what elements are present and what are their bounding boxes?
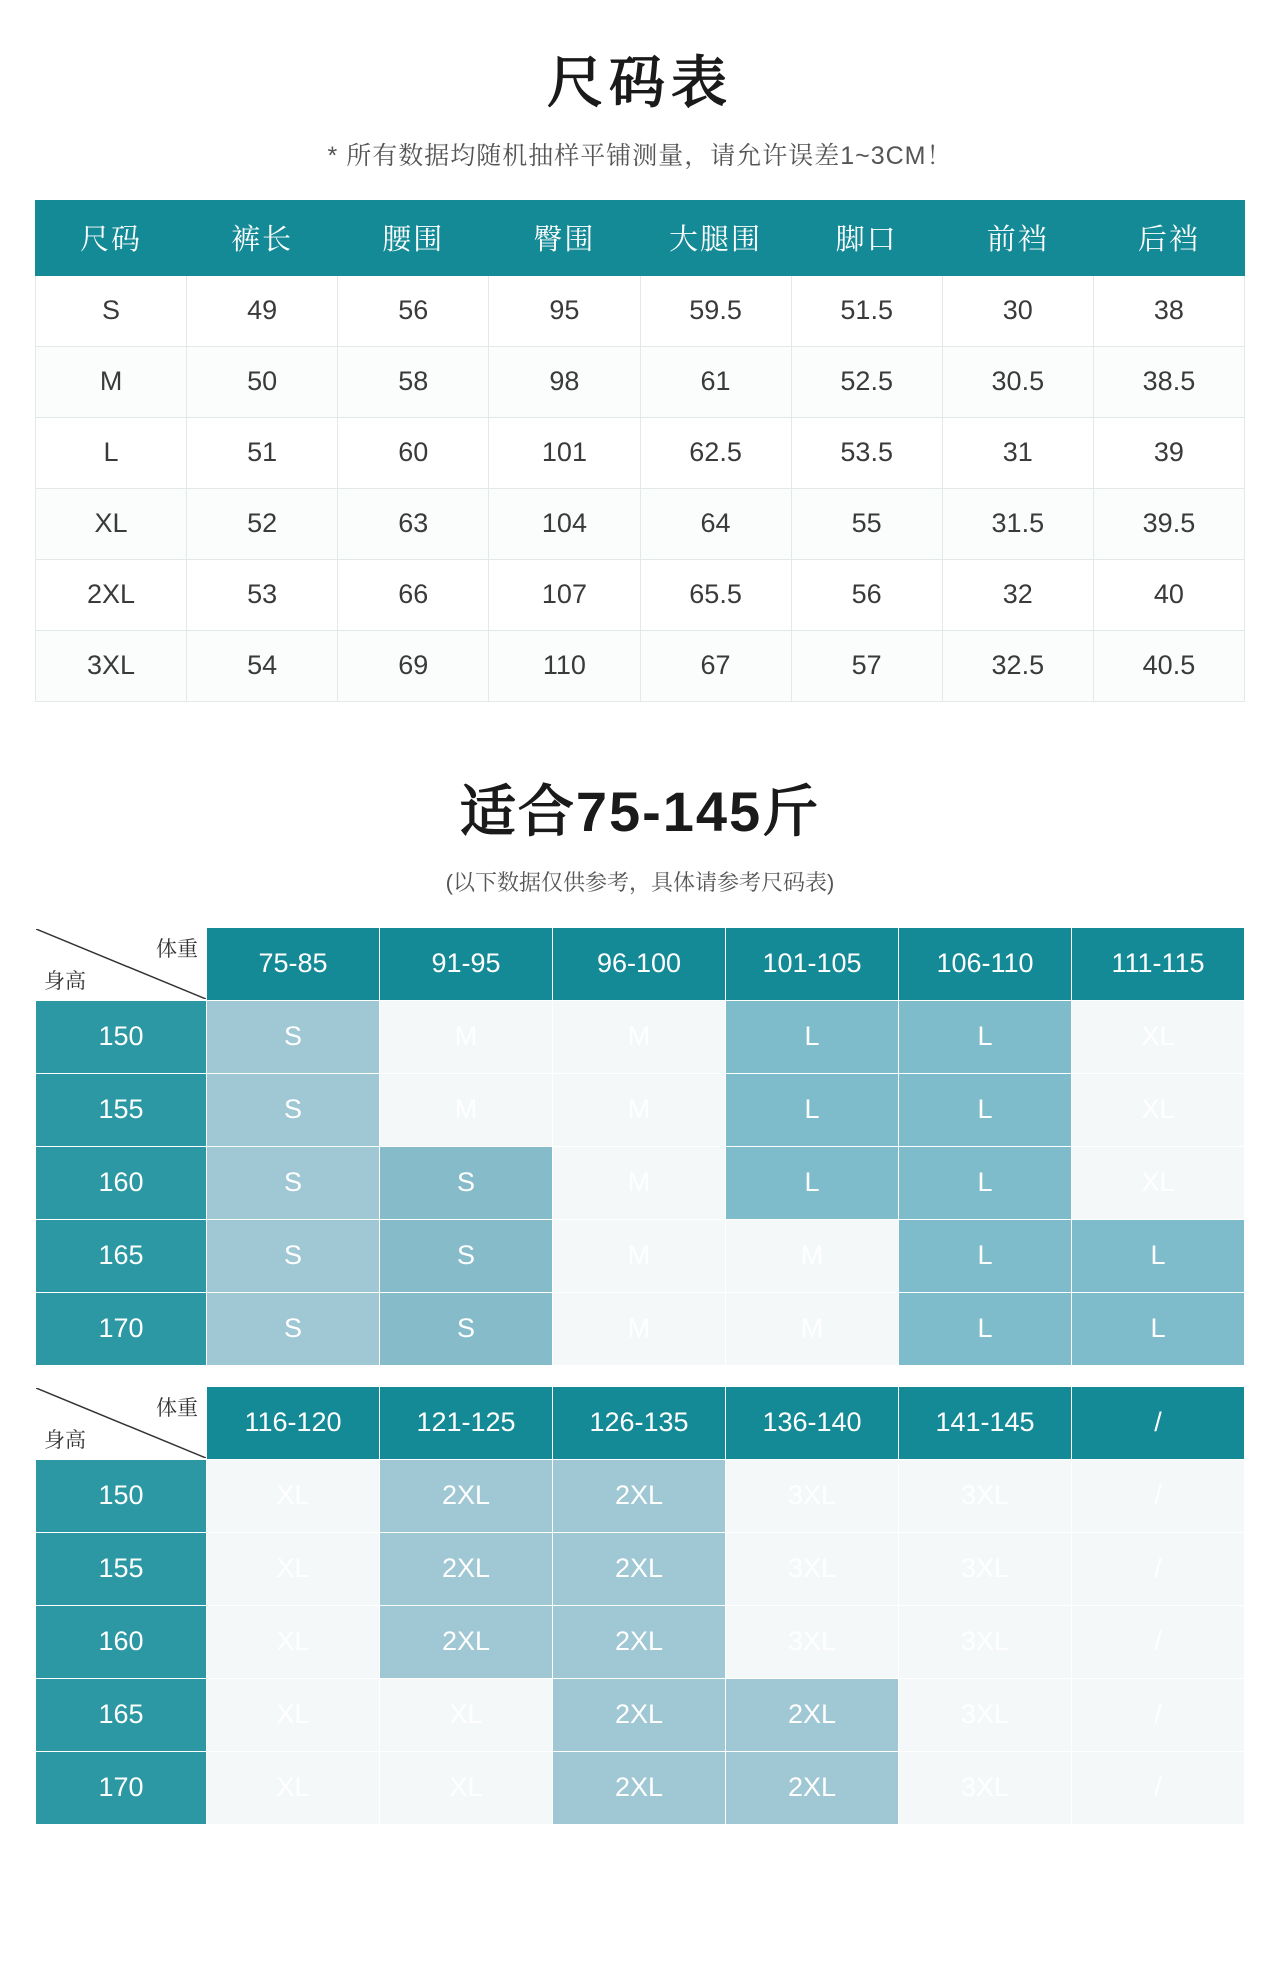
size-recommendation-cell: L bbox=[899, 1219, 1072, 1292]
axis-label-height: 身高 bbox=[44, 1428, 86, 1452]
size-recommendation-cell: / bbox=[1072, 1678, 1245, 1751]
table-row bbox=[36, 1073, 1245, 1146]
size-recommendation-cell: M bbox=[553, 1219, 726, 1292]
axis-label-weight: 体重 bbox=[156, 1396, 198, 1420]
size-value-cell: 107 bbox=[489, 559, 640, 630]
size-recommendation-cell: 2XL bbox=[726, 1751, 899, 1824]
table-row bbox=[36, 488, 1245, 559]
size-label-cell: S bbox=[36, 275, 187, 346]
size-recommendation-cell: XL bbox=[380, 1678, 553, 1751]
weight-range-header: 116-120 bbox=[207, 1386, 380, 1459]
height-label-cell: 160 bbox=[36, 1605, 207, 1678]
size-value-cell: 110 bbox=[489, 630, 640, 701]
size-recommendation-cell: XL bbox=[1072, 1000, 1245, 1073]
height-label-cell: 150 bbox=[36, 1000, 207, 1073]
size-recommendation-cell: L bbox=[899, 1073, 1072, 1146]
height-label-cell: 165 bbox=[36, 1219, 207, 1292]
size-recommendation-cell: L bbox=[899, 1292, 1072, 1365]
size-value-cell: 69 bbox=[338, 630, 489, 701]
size-recommendation-cell: 3XL bbox=[726, 1459, 899, 1532]
weight-range-title: 适合75-145斤 bbox=[459, 779, 821, 843]
size-value-cell: 53.5 bbox=[791, 417, 942, 488]
size-recommendation-cell: L bbox=[726, 1146, 899, 1219]
size-label-cell: L bbox=[36, 417, 187, 488]
size-recommendation-cell: XL bbox=[207, 1751, 380, 1824]
size-recommendation-cell: 2XL bbox=[553, 1751, 726, 1824]
recommendation-table-1 bbox=[35, 927, 1245, 1366]
weight-range-header: / bbox=[1072, 1386, 1245, 1459]
table-row bbox=[36, 1146, 1245, 1219]
size-label-cell: XL bbox=[36, 488, 187, 559]
size-value-cell: 95 bbox=[489, 275, 640, 346]
recommendation-container bbox=[35, 927, 1245, 1825]
size-recommendation-cell: M bbox=[553, 1000, 726, 1073]
rec2-body bbox=[36, 1459, 1245, 1824]
axis-corner-cell bbox=[36, 927, 207, 1000]
size-recommendation-cell: L bbox=[1072, 1219, 1245, 1292]
size-table-header-row bbox=[36, 200, 1245, 275]
table-spacer bbox=[35, 1366, 1245, 1386]
size-value-cell: 52.5 bbox=[791, 346, 942, 417]
height-label-cell: 170 bbox=[36, 1751, 207, 1824]
size-recommendation-cell: 3XL bbox=[899, 1532, 1072, 1605]
size-value-cell: 32 bbox=[942, 559, 1093, 630]
size-label-cell: M bbox=[36, 346, 187, 417]
table-row bbox=[36, 1219, 1245, 1292]
size-value-cell: 40.5 bbox=[1093, 630, 1244, 701]
measurement-disclaimer: * 所有数据均随机抽样平铺测量，请允许误差1~3CM！ bbox=[327, 141, 953, 170]
size-value-cell: 61 bbox=[640, 346, 791, 417]
size-recommendation-cell: XL bbox=[207, 1532, 380, 1605]
weight-range-header: 111-115 bbox=[1072, 927, 1245, 1000]
size-value-cell: 51 bbox=[187, 417, 338, 488]
size-recommendation-cell: 3XL bbox=[899, 1678, 1072, 1751]
axis-label-height: 身高 bbox=[44, 969, 86, 993]
size-table-head bbox=[36, 200, 1245, 275]
weight-range-header: 126-135 bbox=[553, 1386, 726, 1459]
size-table-body bbox=[36, 275, 1245, 701]
size-label-cell: 2XL bbox=[36, 559, 187, 630]
size-recommendation-cell: 3XL bbox=[726, 1532, 899, 1605]
size-table-col-header: 后裆 bbox=[1093, 200, 1244, 275]
axis-corner-cell bbox=[36, 1386, 207, 1459]
table-row bbox=[36, 417, 1245, 488]
size-recommendation-cell: XL bbox=[207, 1678, 380, 1751]
size-value-cell: 31 bbox=[942, 417, 1093, 488]
size-recommendation-cell: S bbox=[207, 1219, 380, 1292]
size-recommendation-cell: S bbox=[207, 1073, 380, 1146]
size-value-cell: 39.5 bbox=[1093, 488, 1244, 559]
table-row bbox=[36, 275, 1245, 346]
size-value-cell: 63 bbox=[338, 488, 489, 559]
size-value-cell: 52 bbox=[187, 488, 338, 559]
size-table-container bbox=[35, 200, 1245, 702]
size-table-col-header: 大腿围 bbox=[640, 200, 791, 275]
size-value-cell: 67 bbox=[640, 630, 791, 701]
size-recommendation-cell: M bbox=[553, 1146, 726, 1219]
size-recommendation-cell: M bbox=[726, 1219, 899, 1292]
weight-range-header: 121-125 bbox=[380, 1386, 553, 1459]
size-recommendation-cell: L bbox=[899, 1000, 1072, 1073]
rec1-head bbox=[36, 927, 1245, 1000]
size-recommendation-cell: 3XL bbox=[899, 1605, 1072, 1678]
size-value-cell: 38 bbox=[1093, 275, 1244, 346]
size-recommendation-cell: XL bbox=[1072, 1146, 1245, 1219]
size-value-cell: 66 bbox=[338, 559, 489, 630]
size-value-cell: 64 bbox=[640, 488, 791, 559]
size-recommendation-cell: S bbox=[380, 1146, 553, 1219]
size-value-cell: 65.5 bbox=[640, 559, 791, 630]
size-recommendation-cell: L bbox=[726, 1073, 899, 1146]
size-value-cell: 55 bbox=[791, 488, 942, 559]
table-row bbox=[36, 1000, 1245, 1073]
size-value-cell: 32.5 bbox=[942, 630, 1093, 701]
size-recommendation-cell: S bbox=[207, 1146, 380, 1219]
size-table-col-header: 前裆 bbox=[942, 200, 1093, 275]
size-recommendation-cell: L bbox=[1072, 1292, 1245, 1365]
size-value-cell: 54 bbox=[187, 630, 338, 701]
table-row bbox=[36, 346, 1245, 417]
size-value-cell: 40 bbox=[1093, 559, 1244, 630]
weight-range-header: 106-110 bbox=[899, 927, 1072, 1000]
size-value-cell: 56 bbox=[791, 559, 942, 630]
weight-range-note: (以下数据仅供参考，具体请参考尺码表) bbox=[445, 869, 835, 895]
size-recommendation-cell: 2XL bbox=[553, 1532, 726, 1605]
size-recommendation-cell: 2XL bbox=[380, 1459, 553, 1532]
size-table-col-header: 臀围 bbox=[489, 200, 640, 275]
size-table-col-header: 裤长 bbox=[187, 200, 338, 275]
size-recommendation-cell: 2XL bbox=[553, 1605, 726, 1678]
size-recommendation-cell: L bbox=[899, 1146, 1072, 1219]
size-recommendation-cell: / bbox=[1072, 1532, 1245, 1605]
weight-range-header: 101-105 bbox=[726, 927, 899, 1000]
size-recommendation-cell: M bbox=[553, 1073, 726, 1146]
weight-range-header: 75-85 bbox=[207, 927, 380, 1000]
size-recommendation-cell: 2XL bbox=[380, 1532, 553, 1605]
height-label-cell: 155 bbox=[36, 1073, 207, 1146]
height-label-cell: 150 bbox=[36, 1459, 207, 1532]
size-recommendation-cell: S bbox=[207, 1000, 380, 1073]
size-value-cell: 30 bbox=[942, 275, 1093, 346]
size-table-col-header: 脚口 bbox=[791, 200, 942, 275]
size-value-cell: 101 bbox=[489, 417, 640, 488]
size-recommendation-cell: 2XL bbox=[553, 1678, 726, 1751]
size-recommendation-cell: XL bbox=[1072, 1073, 1245, 1146]
size-recommendation-cell: M bbox=[380, 1073, 553, 1146]
axis-label-weight: 体重 bbox=[156, 937, 198, 961]
size-recommendation-cell: S bbox=[380, 1292, 553, 1365]
size-value-cell: 58 bbox=[338, 346, 489, 417]
recommendation-table-2 bbox=[35, 1386, 1245, 1825]
rec2-header-row bbox=[36, 1386, 1245, 1459]
size-recommendation-cell: / bbox=[1072, 1605, 1245, 1678]
size-recommendation-cell: 3XL bbox=[899, 1459, 1072, 1532]
size-recommendation-cell: S bbox=[380, 1219, 553, 1292]
size-recommendation-cell: 2XL bbox=[726, 1678, 899, 1751]
table-row bbox=[36, 1605, 1245, 1678]
size-recommendation-cell: / bbox=[1072, 1459, 1245, 1532]
size-recommendation-cell: M bbox=[380, 1000, 553, 1073]
rec1-header-row bbox=[36, 927, 1245, 1000]
size-table-col-header: 腰围 bbox=[338, 200, 489, 275]
size-recommendation-cell: XL bbox=[207, 1459, 380, 1532]
size-value-cell: 51.5 bbox=[791, 275, 942, 346]
page-title: 尺码表 bbox=[547, 51, 733, 114]
size-recommendation-cell: 2XL bbox=[380, 1605, 553, 1678]
size-value-cell: 59.5 bbox=[640, 275, 791, 346]
size-recommendation-cell: / bbox=[1072, 1751, 1245, 1824]
size-recommendation-cell: 3XL bbox=[726, 1605, 899, 1678]
size-recommendation-cell: M bbox=[553, 1292, 726, 1365]
height-label-cell: 165 bbox=[36, 1678, 207, 1751]
size-recommendation-cell: 2XL bbox=[553, 1459, 726, 1532]
size-value-cell: 49 bbox=[187, 275, 338, 346]
size-value-cell: 39 bbox=[1093, 417, 1244, 488]
table-row bbox=[36, 1292, 1245, 1365]
size-recommendation-cell: M bbox=[726, 1292, 899, 1365]
size-table-col-header: 尺码 bbox=[36, 200, 187, 275]
table-row bbox=[36, 1751, 1245, 1824]
size-value-cell: 38.5 bbox=[1093, 346, 1244, 417]
size-value-cell: 30.5 bbox=[942, 346, 1093, 417]
rec1-body bbox=[36, 1000, 1245, 1365]
size-recommendation-cell: XL bbox=[380, 1751, 553, 1824]
size-recommendation-cell: XL bbox=[207, 1605, 380, 1678]
weight-range-header: 91-95 bbox=[380, 927, 553, 1000]
size-value-cell: 31.5 bbox=[942, 488, 1093, 559]
table-row bbox=[36, 1678, 1245, 1751]
size-recommendation-cell: S bbox=[207, 1292, 380, 1365]
size-value-cell: 57 bbox=[791, 630, 942, 701]
size-value-cell: 98 bbox=[489, 346, 640, 417]
table-row bbox=[36, 630, 1245, 701]
size-value-cell: 53 bbox=[187, 559, 338, 630]
size-label-cell: 3XL bbox=[36, 630, 187, 701]
size-value-cell: 62.5 bbox=[640, 417, 791, 488]
height-label-cell: 155 bbox=[36, 1532, 207, 1605]
weight-range-header: 96-100 bbox=[553, 927, 726, 1000]
size-measurement-table bbox=[35, 200, 1245, 702]
weight-range-header: 141-145 bbox=[899, 1386, 1072, 1459]
size-value-cell: 50 bbox=[187, 346, 338, 417]
height-label-cell: 170 bbox=[36, 1292, 207, 1365]
size-recommendation-cell: 3XL bbox=[899, 1751, 1072, 1824]
weight-range-header: 136-140 bbox=[726, 1386, 899, 1459]
table-row bbox=[36, 559, 1245, 630]
size-value-cell: 56 bbox=[338, 275, 489, 346]
table-row bbox=[36, 1459, 1245, 1532]
rec2-head bbox=[36, 1386, 1245, 1459]
height-label-cell: 160 bbox=[36, 1146, 207, 1219]
size-value-cell: 60 bbox=[338, 417, 489, 488]
size-recommendation-cell: L bbox=[726, 1000, 899, 1073]
size-value-cell: 104 bbox=[489, 488, 640, 559]
table-row bbox=[36, 1532, 1245, 1605]
